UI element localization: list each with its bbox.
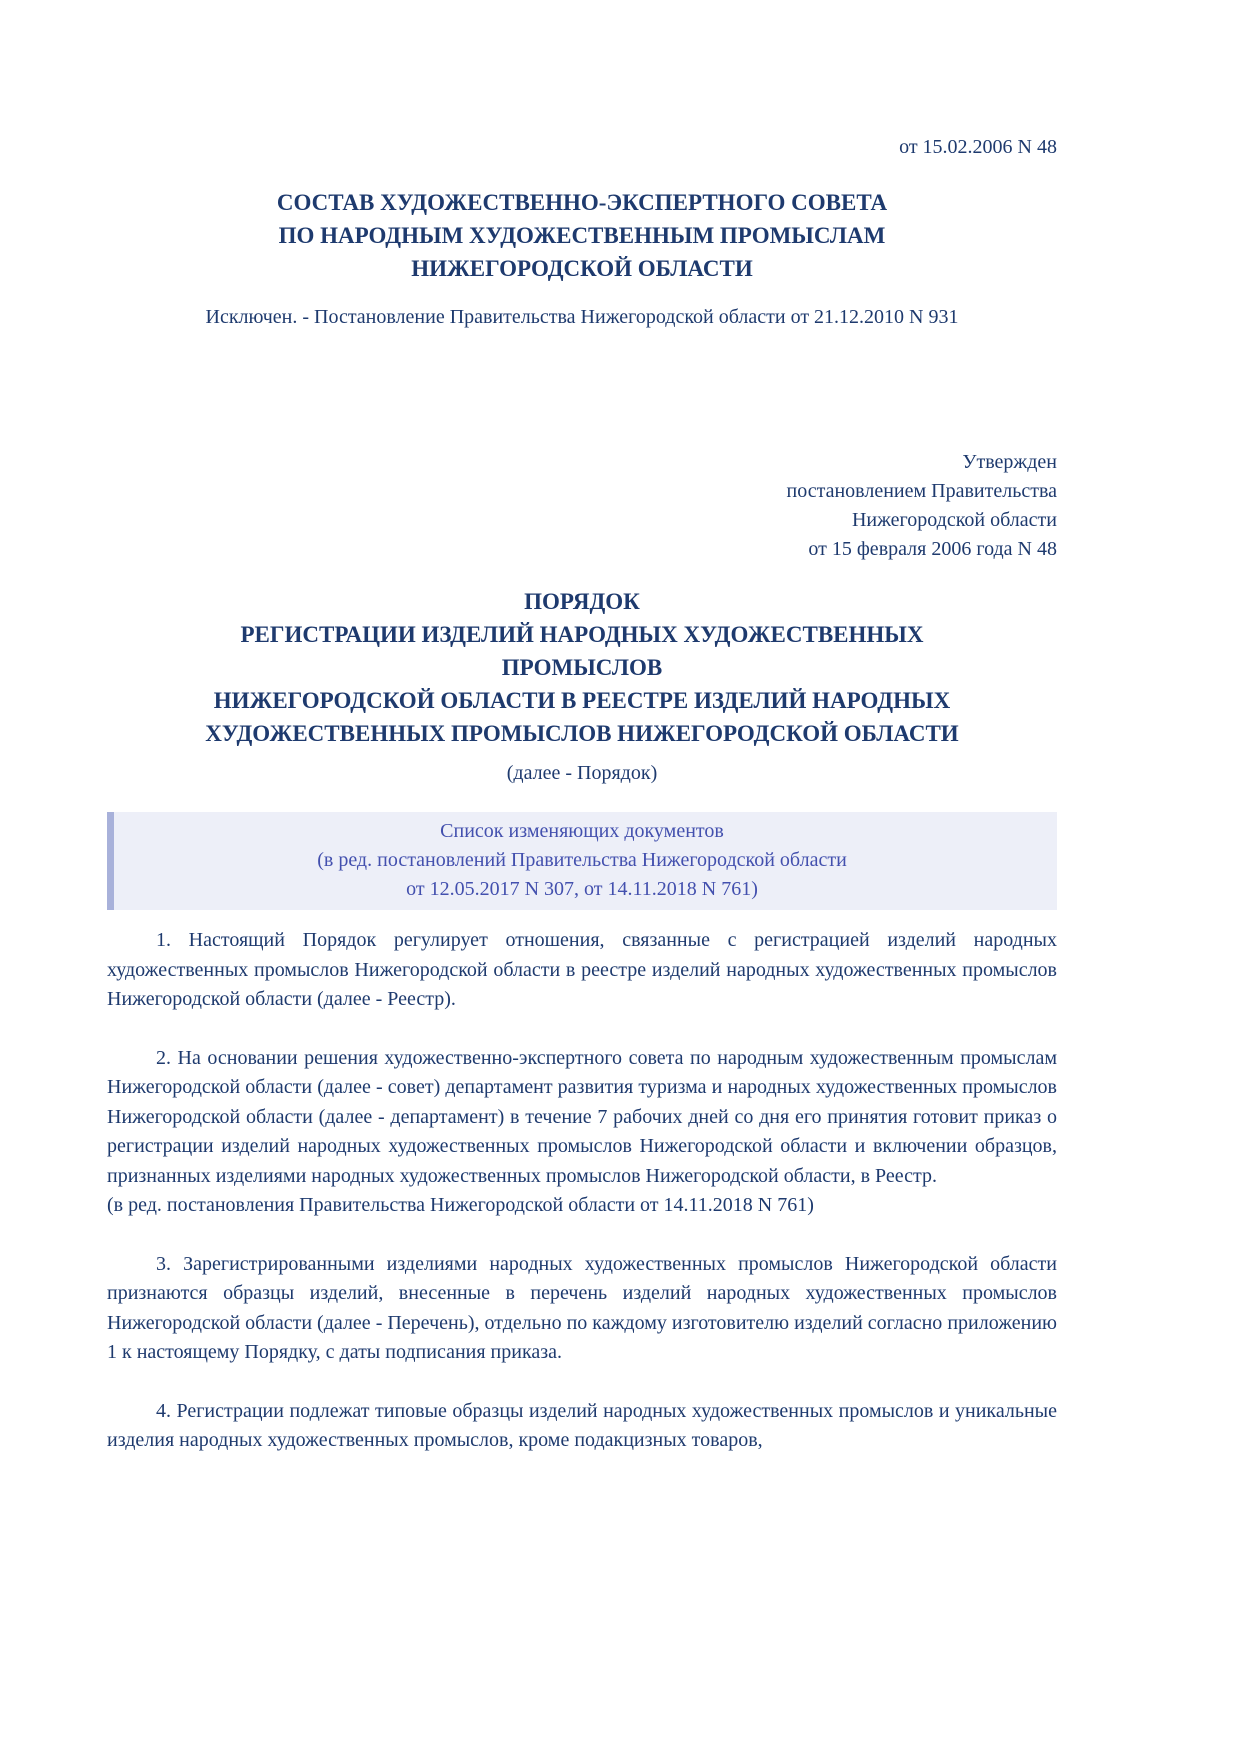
amendments-box-line-3: от 12.05.2017 N 307, от 14.11.2018 N 761)	[406, 878, 758, 900]
document-content	[107, 0, 1057, 1456]
section-title-line-2: ПО НАРОДНЫМ ХУДОЖЕСТВЕННЫМ ПРОМЫСЛАМ	[278, 223, 886, 248]
order-title-line-3: ПРОМЫСЛОВ	[501, 655, 663, 680]
paragraph-2-amendment-note: (в ред. постановления Правительства Нижегородской области от 14.11.2018 N 761)	[107, 1194, 814, 1216]
paragraph-block-3	[107, 1250, 1057, 1368]
amendments-box-line-2: (в ред. постановлений Правительства Нижегородской области	[317, 849, 847, 871]
section-title-line-1: СОСТАВ ХУДОЖЕСТВЕННО-ЭКСПЕРТНОГО СОВЕТА	[276, 190, 888, 215]
approval-line-1: Утвержден	[962, 451, 1057, 473]
excluded-note: Исключен. - Постановление Правительства Нижегородской области от 21.12.2010 N 931	[205, 306, 959, 328]
order-title-line-5: ХУДОЖЕСТВЕННЫХ ПРОМЫСЛОВ НИЖЕГОРОДСКОЙ ОБЛАСТИ	[205, 721, 959, 746]
approval-line-2: постановлением Правительства	[786, 480, 1057, 502]
approval-line-3: Нижегородской области	[851, 509, 1057, 531]
order-title-line-4: НИЖЕГОРОДСКОЙ ОБЛАСТИ В РЕЕСТРЕ ИЗДЕЛИЙ НАРОДНЫХ	[213, 688, 951, 713]
order-title	[107, 585, 1057, 750]
paragraph-3: 3. Зарегистрированными изделиями народных художественных промыслов Нижегородской области признаются образцы изделий, внесенные в перечень изделий народных художественных промыслов Нижегородской области (далее - Перечень), отдельно по каждому изготовителю изделий согласно приложению 1 к настоящему Порядку, с даты подписания приказа.	[107, 1252, 1057, 1363]
section-title-line-3: НИЖЕГОРОДСКОЙ ОБЛАСТИ	[411, 256, 753, 281]
order-title-line-2: РЕГИСТРАЦИИ ИЗДЕЛИЙ НАРОДНЫХ ХУДОЖЕСТВЕННЫХ	[240, 622, 924, 647]
approval-block	[107, 448, 1057, 564]
paragraph-1: 1. Настоящий Порядок регулирует отношения, связанные с регистрацией изделий народных художественных промыслов Нижегородской области в реестре изделий народных художественных промыслов Нижегородской области (далее - Реестр).	[107, 929, 1057, 1010]
paragraph-block-1	[107, 926, 1057, 1015]
paragraph-2: 2. На основании решения художественно-экспертного совета по народным художественным промыслам Нижегородской области (далее - совет) департамент развития туризма и народных художественных промыслов Нижегородской области (далее - департамент) в течение 7 рабочих дней со дня его принятия готовит приказ о регистрации изделий народных художественных промыслов Нижегородской области и включении образцов, признанных изделиями народных художественных промыслов Нижегородской области, в Реестр.	[107, 1046, 1057, 1187]
document-date-number: от 15.02.2006 N 48	[899, 136, 1057, 158]
amendments-box-title: Список изменяющих документов	[440, 820, 724, 842]
paragraph-block-2	[107, 1044, 1057, 1221]
order-title-line-1: ПОРЯДОК	[524, 589, 640, 614]
section-title	[107, 186, 1057, 285]
paragraph-block-4	[107, 1397, 1057, 1456]
paragraph-4: 4. Регистрации подлежат типовые образцы изделий народных художественных промыслов и уникальные изделия народных художественных промыслов, кроме подакцизных товаров,	[107, 1399, 1057, 1451]
amendments-box	[107, 812, 1057, 910]
approval-line-4: от 15 февраля 2006 года N 48	[808, 538, 1057, 560]
order-subtitle: (далее - Порядок)	[506, 762, 658, 784]
document-body	[107, 926, 1057, 1456]
